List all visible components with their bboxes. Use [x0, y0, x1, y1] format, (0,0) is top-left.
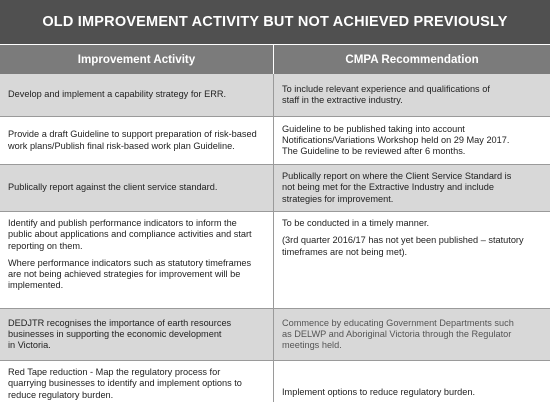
recommendation-text: (3rd quarter 2016/17 has not yet been published – statutory timeframes are not being met). — [282, 235, 524, 257]
recommendation-cell — [274, 361, 550, 402]
recommendation-cell — [274, 212, 550, 308]
table-row — [0, 309, 550, 361]
activity-cell — [0, 309, 274, 360]
recommendation-cell — [274, 165, 550, 211]
header-improvement-activity: Improvement Activity — [0, 45, 274, 74]
recommendation-text: Implement options to reduce regulatory burden. — [282, 387, 476, 398]
activity-cell — [0, 361, 274, 402]
activity-text: Where performance indicators such as statutory timeframes are not being achieved strategies for improvement will be implemented. — [8, 257, 252, 291]
header-cmpa-recommendation: CMPA Recommendation — [274, 45, 550, 74]
activity-text: Provide a draft Guideline to support preparation of risk-based work plans/Publish final risk-based work plan Guideline. — [8, 129, 257, 151]
table-title: OLD IMPROVEMENT ACTIVITY BUT NOT ACHIEVED PREVIOUSLY — [0, 0, 550, 45]
table-row — [0, 74, 550, 117]
table-row — [0, 361, 550, 402]
recommendation-text: Guideline to be published taking into account Notifications/Variations Workshop held on 29 May 2017. The Guideline to be reviewed after 6 months. — [282, 123, 510, 157]
activity-text: DEDJTR recognises the importance of earth resources businesses in supporting the economic development in Victoria. — [8, 317, 232, 351]
activity-text: Publically report against the client service standard. — [8, 182, 218, 193]
recommendation-text: To be conducted in a timely manner. — [282, 218, 430, 228]
activity-cell — [0, 74, 274, 116]
recommendation-text: To include relevant experience and qualifications of staff in the extractive industry. — [282, 83, 490, 105]
recommendation-cell — [274, 117, 550, 164]
table-row — [0, 212, 550, 309]
activity-text: Identify and publish performance indicators to inform the public about applications and compliance activities and start reporting on them. — [8, 218, 252, 251]
table-header-row — [0, 45, 550, 74]
table-row — [0, 117, 550, 165]
activity-cell — [0, 212, 274, 308]
recommendation-cell — [274, 74, 550, 116]
activity-text: Red Tape reduction - Map the regulatory process for quarrying businesses to identify and implement options to reduce regulatory burden. — [8, 367, 242, 400]
recommendation-text: Commence by educating Government Departments such as DELWP and Aboriginal Victoria through the Regulator meetings held. — [282, 317, 514, 351]
table-row — [0, 165, 550, 212]
activity-cell — [0, 165, 274, 211]
activity-text: Develop and implement a capability strategy for ERR. — [8, 89, 227, 100]
activity-cell — [0, 117, 274, 164]
recommendation-text: Publically report on where the Client Service Standard is not being met for the Extractive Industry and include strategies for improvement. — [282, 171, 512, 204]
recommendation-cell — [274, 309, 550, 360]
